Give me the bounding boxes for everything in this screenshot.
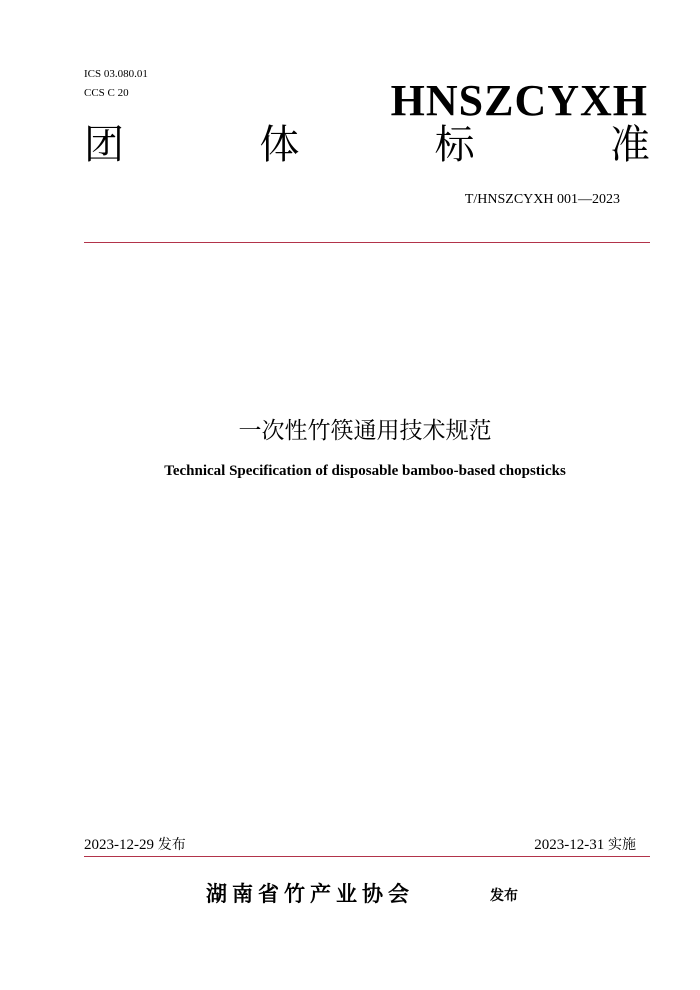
ccs-code: CCS C 20 xyxy=(84,87,129,99)
issue-label: 发布 xyxy=(490,888,518,904)
standard-type-heading xyxy=(84,122,650,168)
standard-number: T/HNSZCYXH 001—2023 xyxy=(464,192,620,207)
organization-code: HNSZCYXH xyxy=(390,76,648,125)
implement-date-label: 实施 xyxy=(608,837,636,853)
publish-date xyxy=(84,836,186,854)
bottom-divider xyxy=(84,856,650,857)
publish-date-label: 发布 xyxy=(157,837,186,853)
document-title-chinese: 一次性竹筷通用技术规范 xyxy=(238,418,492,444)
standard-type-char: 体 xyxy=(259,122,300,168)
standard-type-char: 准 xyxy=(609,122,650,168)
issuing-organization: 湖南省竹产业协会 xyxy=(206,882,414,906)
ics-code: ICS 03.080.01 xyxy=(84,68,148,80)
publish-date-value: 2023-12-29 xyxy=(84,837,154,853)
top-divider xyxy=(84,242,650,243)
standard-type-char: 标 xyxy=(434,122,475,168)
implement-date xyxy=(534,836,636,854)
document-title-english: Technical Specification of disposable bamboo-based chopsticks xyxy=(164,463,566,479)
implement-date-value: 2023-12-31 xyxy=(534,837,605,853)
standard-type-char: 团 xyxy=(84,122,124,168)
